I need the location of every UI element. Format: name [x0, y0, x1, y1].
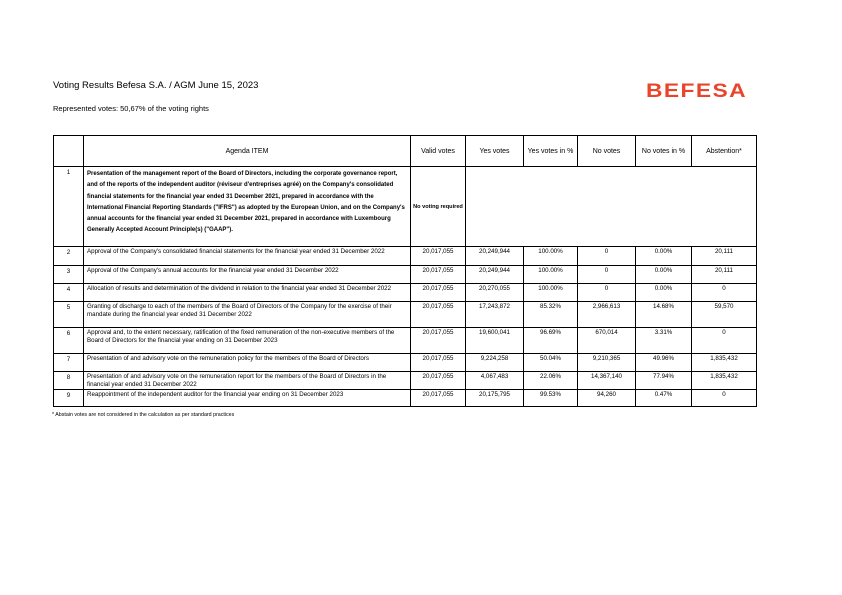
- yes-votes-pct-cell: 50.04%: [524, 354, 578, 372]
- valid-votes-cell: 20,017,055: [411, 390, 466, 407]
- valid-votes-cell: 20,017,055: [411, 284, 466, 302]
- no-votes-pct-cell: 49.96%: [636, 354, 692, 372]
- yes-votes-pct-cell: 96.69%: [524, 328, 578, 354]
- empty-cell: [692, 167, 757, 247]
- logo-text: BEFESA: [646, 81, 747, 99]
- abstention-cell: 0: [692, 390, 757, 407]
- no-votes-pct-cell: 3.31%: [636, 328, 692, 354]
- yes-votes-pct-cell: 99.53%: [524, 390, 578, 407]
- row-number: 7: [54, 354, 84, 372]
- header-yes-votes-pct: Yes votes in %: [524, 136, 578, 167]
- agenda-item: Presentation of and advisory vote on the remuneration report for the members of the Board of Directors in the financial year ended 31 December 2022: [84, 372, 411, 390]
- no-votes-pct-cell: 0.47%: [636, 390, 692, 407]
- agenda-item: Approval of the Company's annual accounts for the financial year ended 31 December 2022: [84, 266, 411, 284]
- abstention-cell: 59,570: [692, 302, 757, 328]
- yes-votes-pct-cell: 100.00%: [524, 247, 578, 266]
- yes-votes-pct-cell: 85.32%: [524, 302, 578, 328]
- valid-votes-cell: 20,017,055: [411, 302, 466, 328]
- table-row: [54, 302, 757, 328]
- abstention-cell: 20,111: [692, 266, 757, 284]
- table-row: [54, 247, 757, 266]
- yes-votes-cell: 4,067,483: [466, 372, 524, 390]
- no-votes-cell: 14,367,140: [578, 372, 636, 390]
- row-number: 9: [54, 390, 84, 407]
- valid-votes-cell: 20,017,055: [411, 328, 466, 354]
- row-number: 2: [54, 247, 84, 266]
- row-number: 5: [54, 302, 84, 328]
- abstention-cell: 0: [692, 328, 757, 354]
- no-votes-cell: 94,260: [578, 390, 636, 407]
- voting-results-table: [53, 135, 757, 407]
- agenda-item: Granting of discharge to each of the members of the Board of Directors of the Company for the exercise of their mandate during the financial year ended 31 December 2022: [84, 302, 411, 328]
- yes-votes-cell: 19,600,041: [466, 328, 524, 354]
- table-row: [54, 284, 757, 302]
- no-votes-pct-cell: 0.00%: [636, 284, 692, 302]
- yes-votes-cell: 20,270,055: [466, 284, 524, 302]
- row-number: 3: [54, 266, 84, 284]
- yes-votes-pct-cell: 100.00%: [524, 284, 578, 302]
- no-voting-note: No voting required: [411, 167, 466, 247]
- no-votes-cell: 2,966,613: [578, 302, 636, 328]
- agenda-item: Reappointment of the independent auditor for the financial year ending on 31 December 2023: [84, 390, 411, 407]
- header-yes-votes: Yes votes: [466, 136, 524, 167]
- yes-votes-cell: 20,249,944: [466, 247, 524, 266]
- abstention-cell: 1,835,432: [692, 372, 757, 390]
- document-title: Voting Results Befesa S.A. / AGM June 15, 2023: [53, 80, 259, 91]
- table-row: [54, 266, 757, 284]
- agenda-item: Approval of the Company's consolidated financial statements for the financial year ended 31 December 2022: [84, 247, 411, 266]
- no-votes-cell: 0: [578, 266, 636, 284]
- empty-cell: [466, 167, 524, 247]
- no-votes-pct-cell: 0.00%: [636, 247, 692, 266]
- befesa-logo: [646, 81, 748, 99]
- header-valid-votes: Valid votes: [411, 136, 466, 167]
- table-row: [54, 354, 757, 372]
- agenda-item: Presentation of and advisory vote on the remuneration policy for the members of the Board of Directors: [84, 354, 411, 372]
- valid-votes-cell: 20,017,055: [411, 354, 466, 372]
- agenda-item: Allocation of results and determination of the dividend in relation to the financial year ended 31 December 2022: [84, 284, 411, 302]
- abstention-cell: 20,111: [692, 247, 757, 266]
- table-row: [54, 167, 757, 247]
- valid-votes-cell: 20,017,055: [411, 372, 466, 390]
- valid-votes-cell: 20,017,055: [411, 266, 466, 284]
- table-header-row: [54, 136, 757, 167]
- row-number: 4: [54, 284, 84, 302]
- empty-cell: [636, 167, 692, 247]
- yes-votes-cell: 17,243,872: [466, 302, 524, 328]
- header-no-votes: No votes: [578, 136, 636, 167]
- empty-cell: [524, 167, 578, 247]
- header-number: [54, 136, 84, 167]
- represented-votes: Represented votes: 50,67% of the voting rights: [53, 104, 209, 113]
- yes-votes-cell: 20,175,795: [466, 390, 524, 407]
- agenda-item: Approval and, to the extent necessary, ratification of the fixed remuneration of the non-executive members of the Board of Directors for the financial year ending on 31 December 2023: [84, 328, 411, 354]
- table-row: [54, 390, 757, 407]
- no-votes-cell: 0: [578, 284, 636, 302]
- abstention-cell: 0: [692, 284, 757, 302]
- row-number: 6: [54, 328, 84, 354]
- yes-votes-pct-cell: 22.06%: [524, 372, 578, 390]
- row-number: 8: [54, 372, 84, 390]
- yes-votes-cell: 20,249,944: [466, 266, 524, 284]
- no-votes-pct-cell: 14.68%: [636, 302, 692, 328]
- abstention-cell: 1,835,432: [692, 354, 757, 372]
- no-votes-cell: 670,014: [578, 328, 636, 354]
- header-agenda-item: Agenda ITEM: [84, 136, 411, 167]
- no-votes-pct-cell: 0.00%: [636, 266, 692, 284]
- header-abstention: Abstention*: [692, 136, 757, 167]
- no-votes-cell: 0: [578, 247, 636, 266]
- agenda-item: Presentation of the management report of the Board of Directors, including the corporate governance report, and of the reports of the independent auditor (réviseur d'entreprises agréé) on the Company's consolidated financial statements for the financial year ended 31 December 2021, prepared in accordance with the International Financial Reporting Standards ("IFRS") as adopted by the European Union, and on the Company's annual accounts for the financial year ended 31 December 2021, prepared in accordance with Luxembourg Generally Accepted Account Principle(s) ("GAAP").: [84, 167, 411, 247]
- valid-votes-cell: 20,017,055: [411, 247, 466, 266]
- empty-cell: [578, 167, 636, 247]
- footnote: * Abstain votes are not considered in the calculation as per standard practices: [52, 412, 235, 418]
- yes-votes-cell: 9,224,258: [466, 354, 524, 372]
- row-number: 1: [54, 167, 84, 247]
- no-votes-cell: 9,210,365: [578, 354, 636, 372]
- yes-votes-pct-cell: 100.00%: [524, 266, 578, 284]
- table-row: [54, 372, 757, 390]
- no-votes-pct-cell: 77.94%: [636, 372, 692, 390]
- header-no-votes-pct: No votes in %: [636, 136, 692, 167]
- table-row: [54, 328, 757, 354]
